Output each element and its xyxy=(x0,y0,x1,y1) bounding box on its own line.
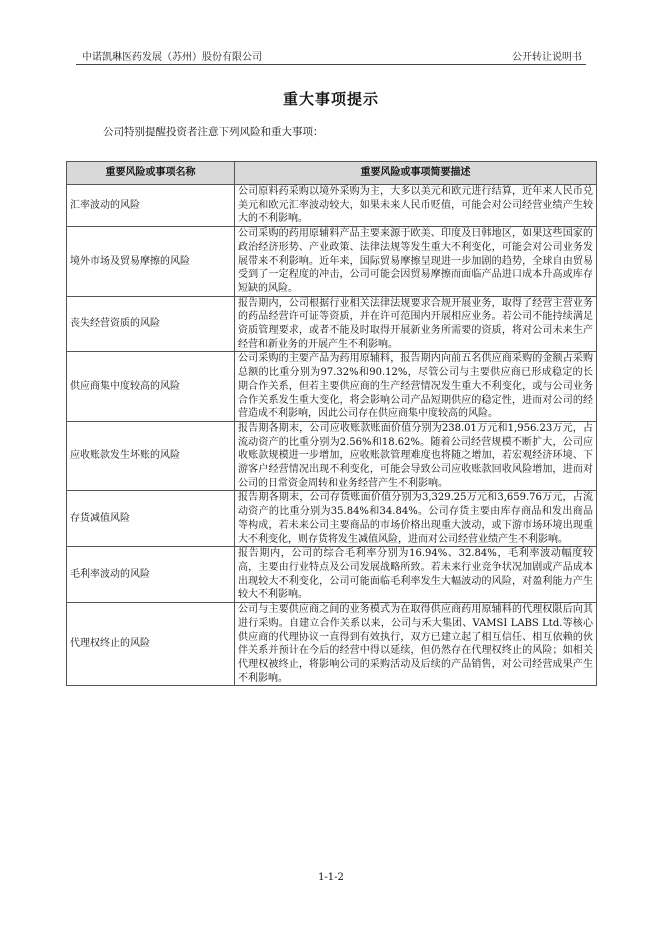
risk-description: 报告期内，公司的综合毛利率分别为16.94%、32.84%，毛利率波动幅度较高，主要由行业特点及公司发展战略所致。若未来行业竞争状况加剧或产品成本出现较大不利变化，公司可能面临毛利率发生大幅波动的风险，对盈利能力产生较大不利影响。 xyxy=(235,547,597,603)
column-header-name: 重要风险或事项名称 xyxy=(67,162,235,185)
table-row xyxy=(67,421,597,491)
risk-description: 公司与主要供应商之间的业务模式为在取得供应商药用原辅料的代理权限后向其进行采购。自建立合作关系以来，公司与禾大集团、VAMSI LABS Ltd.等核心供应商的代理协议一直得到有效执行，双方已建立起了相互信任、相互依赖的伙伴关系并预计在今后的经营中得以延续，但仍然存在代理权终止的风险；如相关代理权被终止，将影响公司的采购活动及后续的产品销售，对公司经营成果产生不利影响。 xyxy=(235,603,597,686)
document-type: 公开转让说明书 xyxy=(512,52,582,63)
intro-text: 公司特别提醒投资者注意下列风险和重大事项： xyxy=(103,126,324,138)
table-row xyxy=(67,296,597,352)
page-number: 1-1-2 xyxy=(318,872,344,883)
risk-name: 毛利率波动的风险 xyxy=(67,547,235,603)
table-row xyxy=(67,603,597,686)
company-name: 中诺凯琳医药发展（苏州）股份有限公司 xyxy=(82,52,262,63)
table-row xyxy=(67,185,597,227)
risk-description: 公司原料药采购以境外采购为主，大多以美元和欧元进行结算，近年来人民币兑美元和欧元汇率波动较大，如果未来人民币贬值，可能会对公司经营业绩产生较大的不利影响。 xyxy=(235,185,597,227)
risk-description: 公司采购的药用原辅料产品主要来源于欧美、印度及日韩地区，如果这些国家的政治经济形势、产业政策、法律法规等发生重大不利变化，可能会对公司业务发展带来不利影响。近年来，国际贸易摩擦呈现进一步加剧的趋势，全球自由贸易受到了一定程度的冲击，公司可能会因贸易摩擦而面临产品进口成本升高或库存短缺的风险。 xyxy=(235,227,597,297)
risk-description: 报告期各期末，公司存货账面价值分别为3,329.25万元和3,659.76万元，占流动资产的比重分别为35.84%和34.84%。公司存货主要由库存商品和发出商品等构成，若未来公司主要商品的市场价格出现重大波动，或下游市场环境出现重大不利变化，则存货将发生减值风险，进而对公司经营业绩产生不利影响。 xyxy=(235,491,597,547)
risk-name: 境外市场及贸易摩擦的风险 xyxy=(67,227,235,297)
table-row xyxy=(67,352,597,422)
page-title: 重大事项提示 xyxy=(282,90,379,108)
risk-name: 应收账款发生坏账的风险 xyxy=(67,421,235,491)
table-row xyxy=(67,491,597,547)
table-row xyxy=(67,227,597,297)
table-header-row xyxy=(67,162,597,185)
risk-description: 报告期内，公司根据行业相关法律法规要求合规开展业务，取得了经营主营业务的药品经营许可证等资质，并在许可范围内开展相应业务。若公司不能持续满足资质管理要求，或者不能及时取得开展新业务所需要的资质，将对公司未来生产经营和新业务的开展产生不利影响。 xyxy=(235,296,597,352)
column-header-description: 重要风险或事项简要描述 xyxy=(235,162,597,185)
risk-name: 供应商集中度较高的风险 xyxy=(67,352,235,422)
table-row xyxy=(67,547,597,603)
risk-description: 报告期各期末，公司应收账款账面价值分别为238.01万元和1,956.23万元，占流动资产的比重分别为2.56%和18.62%。随着公司经营规模不断扩大，公司应收账款规模进一步增加，应收账款管理难度也将随之增加，若宏观经济环境、下游客户经营情况出现不利变化，可能会导致公司应收账款回收风险增加，进而对公司的日常资金周转和业务经营产生不利影响。 xyxy=(235,421,597,491)
risk-description: 公司采购的主要产品为药用原辅料，报告期内向前五名供应商采购的金额占采购总额的比重分别为97.32%和90.12%，尽管公司与主要供应商已形成稳定的长期合作关系，但若主要供应商的生产经营情况发生重大不利变化，或与公司业务合作关系发生重大变化，将会影响公司产品短期供应的稳定性，进而对公司的经营造成不利影响，因此公司存在供应商集中度较高的风险。 xyxy=(235,352,597,422)
risk-table xyxy=(66,161,597,686)
risk-name: 代理权终止的风险 xyxy=(67,603,235,686)
page-header xyxy=(76,46,586,65)
risk-name: 存货减值风险 xyxy=(67,491,235,547)
risk-name: 丧失经营资质的风险 xyxy=(67,296,235,352)
risk-name: 汇率波动的风险 xyxy=(67,185,235,227)
